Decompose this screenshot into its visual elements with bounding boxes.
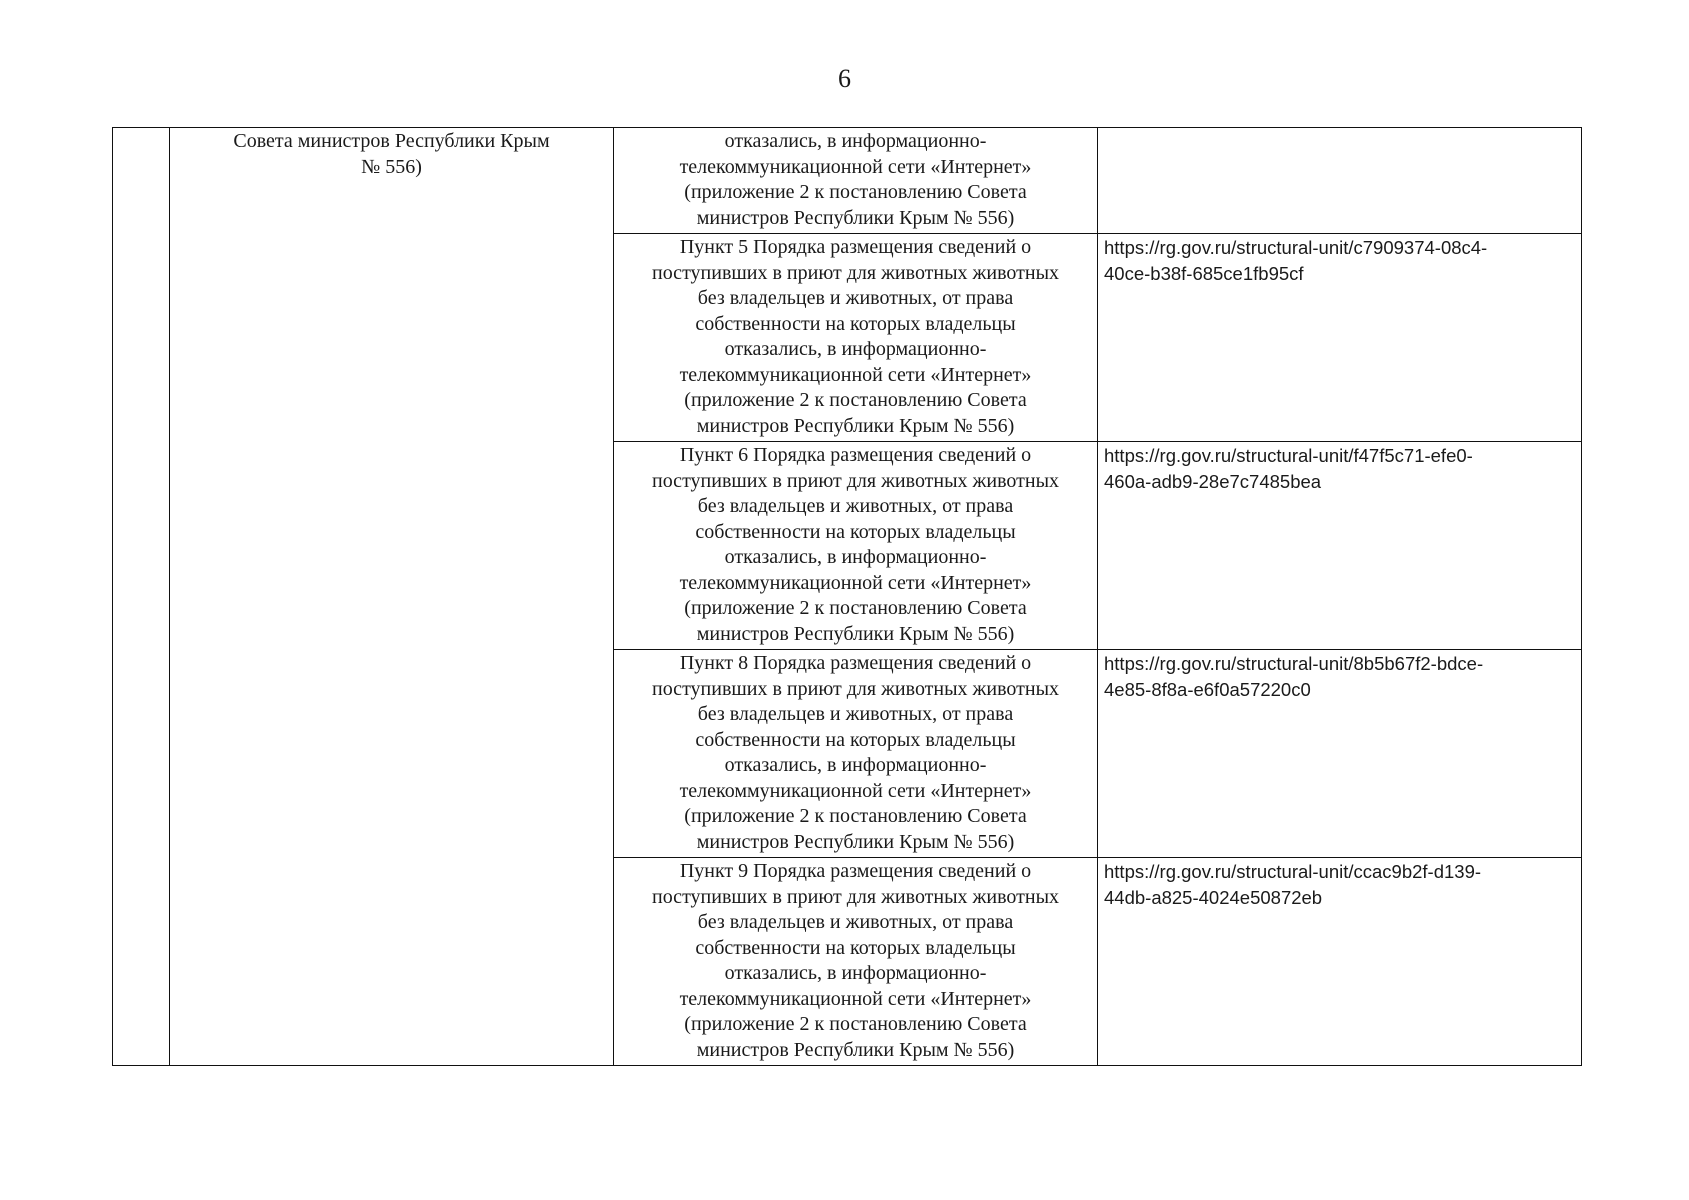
url-link-line[interactable]: 460a-adb9-28e7c7485bea (1104, 470, 1322, 492)
url-cell (1098, 858, 1582, 1066)
item-line: телекоммуникационной сети «Интернет» (679, 571, 1032, 594)
item-line: телекоммуникационной сети «Интернет» (679, 987, 1032, 1010)
document-table (112, 127, 1582, 1066)
item-line: отказались, в информационно- (724, 546, 987, 568)
item-line: отказались, в информационно- (724, 130, 987, 152)
item-line: министров Республики Крым № 556) (696, 830, 1015, 853)
row-number-cell (113, 128, 170, 1066)
item-line: без владельцев и животных, от права (697, 703, 1014, 725)
item-line: телекоммуникационной сети «Интернет» (679, 779, 1032, 802)
url-link-line[interactable]: https://rg.gov.ru/structural-unit/c7909374-08c4- (1104, 237, 1488, 258)
item-line: телекоммуникационной сети «Интернет» (679, 363, 1032, 386)
url-cell (1098, 234, 1582, 442)
item-line: собственности на которых владельцы (695, 312, 1016, 335)
item-line: (приложение 2 к постановлению Совета (684, 597, 1027, 619)
item-line: (приложение 2 к постановлению Совета (684, 389, 1027, 411)
item-line: собственности на которых владельцы (695, 936, 1016, 959)
item-line: Пункт 9 Порядка размещения сведений о (679, 860, 1032, 882)
url-link-line[interactable]: 4e85-8f8a-e6f0a57220c0 (1104, 678, 1311, 700)
item-line: без владельцев и животных, от права (697, 495, 1014, 517)
item-cell (614, 128, 1098, 234)
item-line: отказались, в информационно- (724, 754, 987, 776)
legal-act-line: Совета министров Республики Крым (233, 130, 550, 152)
legal-act-line: № 556) (361, 155, 422, 178)
item-line: телекоммуникационной сети «Интернет» (679, 155, 1032, 178)
item-line: поступивших в приют для животных животных (651, 677, 1060, 700)
item-line: Пункт 8 Порядка размещения сведений о (679, 652, 1032, 674)
item-line: отказались, в информационно- (724, 962, 987, 984)
url-link-line[interactable]: https://rg.gov.ru/structural-unit/f47f5c71-efe0- (1104, 445, 1473, 466)
item-line: (приложение 2 к постановлению Совета (684, 805, 1027, 827)
item-cell (614, 234, 1098, 442)
item-line: собственности на которых владельцы (695, 520, 1016, 543)
url-cell (1098, 442, 1582, 650)
url-link-line[interactable]: 40ce-b38f-685ce1fb95cf (1104, 262, 1304, 284)
item-line: (приложение 2 к постановлению Совета (684, 181, 1027, 203)
url-link-line[interactable]: 44db-a825-4024e50872eb (1104, 886, 1323, 908)
item-line: поступивших в приют для животных животных (651, 261, 1060, 284)
page-number: 6 (838, 64, 851, 93)
item-line: отказались, в информационно- (724, 338, 987, 360)
item-line: Пункт 6 Порядка размещения сведений о (679, 444, 1032, 466)
item-line: министров Республики Крым № 556) (696, 622, 1015, 645)
url-link-line[interactable]: https://rg.gov.ru/structural-unit/ccac9b2f-d139- (1104, 861, 1482, 882)
item-cell (614, 650, 1098, 858)
item-line: (приложение 2 к постановлению Совета (684, 1013, 1027, 1035)
legal-act-cell (170, 128, 614, 1066)
item-line: министров Республики Крым № 556) (696, 414, 1015, 437)
item-line: поступивших в приют для животных животных (651, 885, 1060, 908)
item-line: без владельцев и животных, от права (697, 287, 1014, 309)
item-cell (614, 858, 1098, 1066)
item-line: без владельцев и животных, от права (697, 911, 1014, 933)
item-cell (614, 442, 1098, 650)
url-cell (1098, 128, 1582, 234)
item-line: министров Республики Крым № 556) (696, 1038, 1015, 1061)
url-link-line[interactable]: https://rg.gov.ru/structural-unit/8b5b67f2-bdce- (1104, 653, 1484, 674)
item-line: поступивших в приют для животных животных (651, 469, 1060, 492)
table-row (113, 128, 1582, 234)
item-line: министров Республики Крым № 556) (696, 206, 1015, 229)
item-line: собственности на которых владельцы (695, 728, 1016, 751)
url-cell (1098, 650, 1582, 858)
item-line: Пункт 5 Порядка размещения сведений о (679, 236, 1032, 258)
